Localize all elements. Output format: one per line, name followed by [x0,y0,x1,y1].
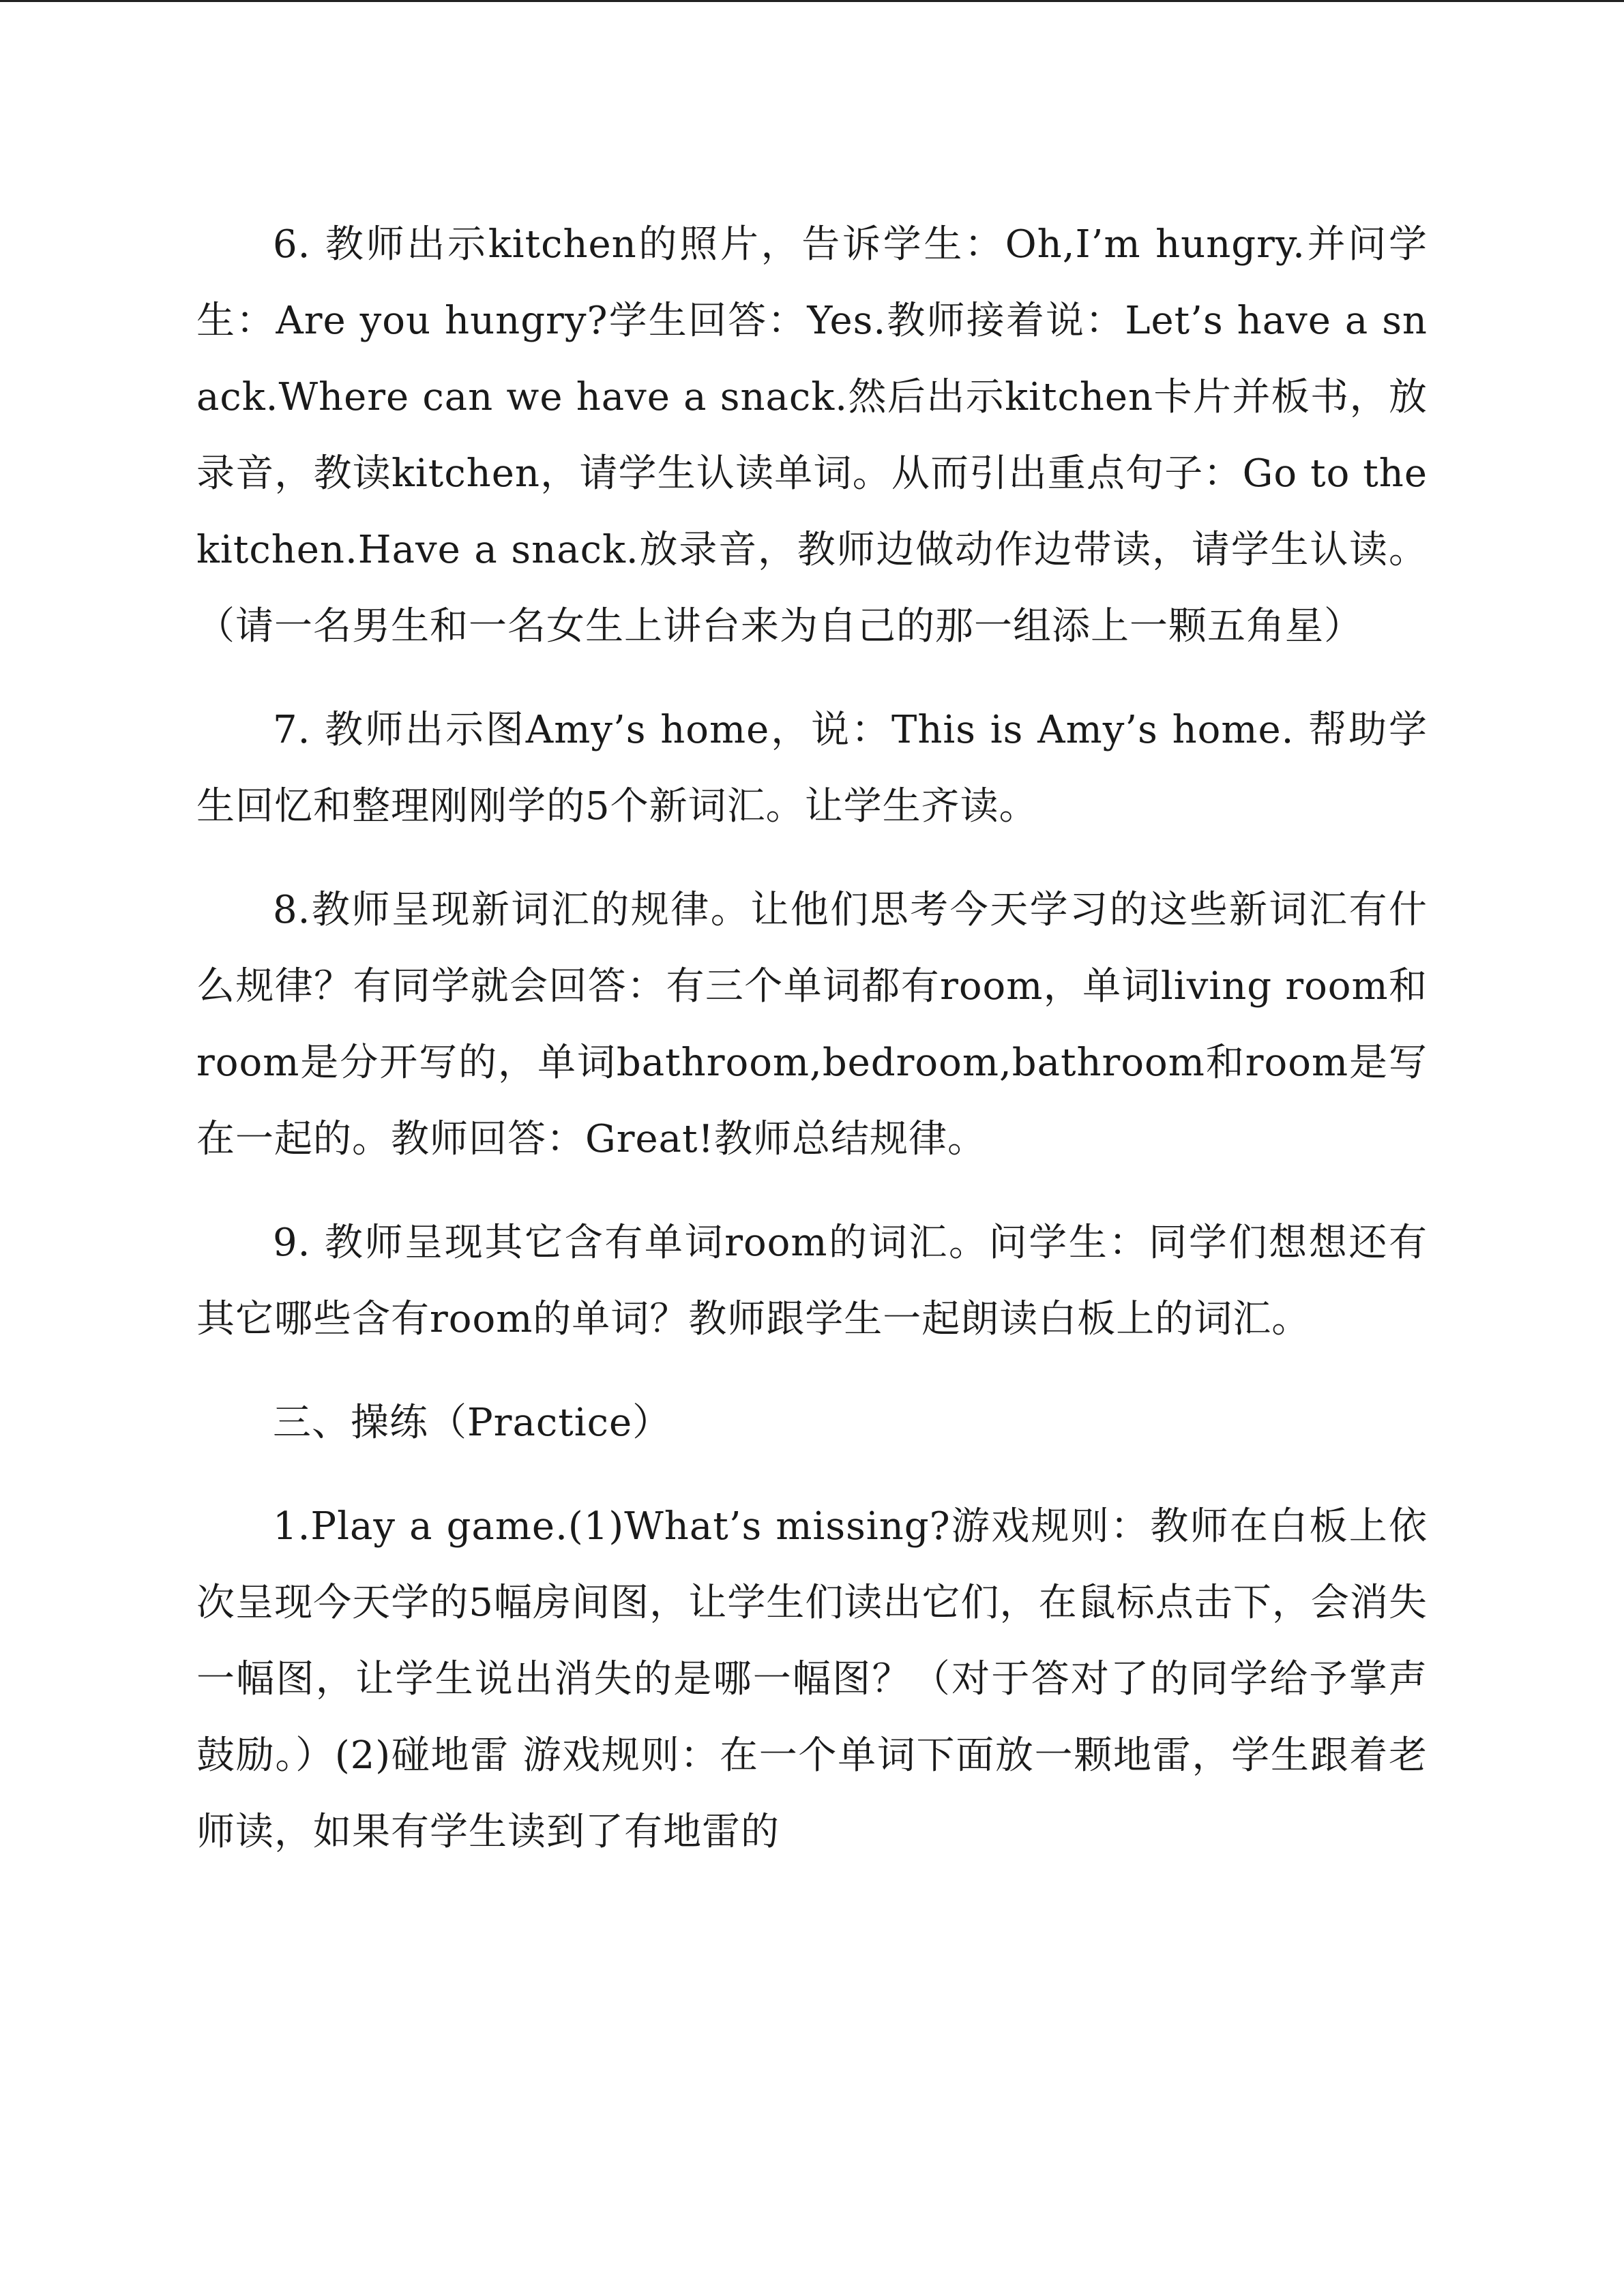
section-heading-practice: 三、操练（Practice） [273,1401,672,1445]
paragraph-step-6: 6. 教师出示kitchen的照片，告诉学生：Oh,I’m hungry.并问学生：Are you hungry?学生回答：Yes.教师接着说：Let’s have a snack.Where can we have a snack.然后出示kitchen卡片并板书，放录音，教读kitchen，请学生认读单词。从而引出重点句子：Go to the kitchen.Have a snack.放录音，教师边做动作边带读，请学生认读。（请一名男生和一名女生上讲台来为自己的那一组添上一颗五角星） [196,222,1428,648]
paragraph-step-7: 7. 教师出示图Amy’s home，说：This is Amy’s home. 帮助学生回忆和整理刚刚学的5个新词汇。让学生齐读。 [196,708,1428,829]
paragraph-step-8: 8.教师呈现新词汇的规律。让他们思考今天学习的这些新词汇有什么规律？有同学就会回答：有三个单词都有room，单词living room和room是分开写的，单词bathroom,bedroom,bathroom和room是写在一起的。教师回答：Great!教师总结规律。 [196,888,1428,1161]
paragraph-practice-game: 1.Play a game.(1)What’s missing?游戏规则：教师在白板上依次呈现今天学的5幅房间图，让学生们读出它们，在鼠标点击下，会消失一幅图，让学生说出消失的是哪一幅图？（对于答对了的同学给予掌声鼓励。）(2)碰地雷 游戏规则：在一个单词下面放一颗地雷，学生跟着老师读，如果有学生读到了有地雷的 [196,1504,1428,1854]
paragraph-step-9: 9. 教师呈现其它含有单词room的词汇。问学生：同学们想想还有其它哪些含有room的单词？教师跟学生一起朗读白板上的词汇。 [196,1221,1428,1341]
document-body [196,207,1428,1898]
